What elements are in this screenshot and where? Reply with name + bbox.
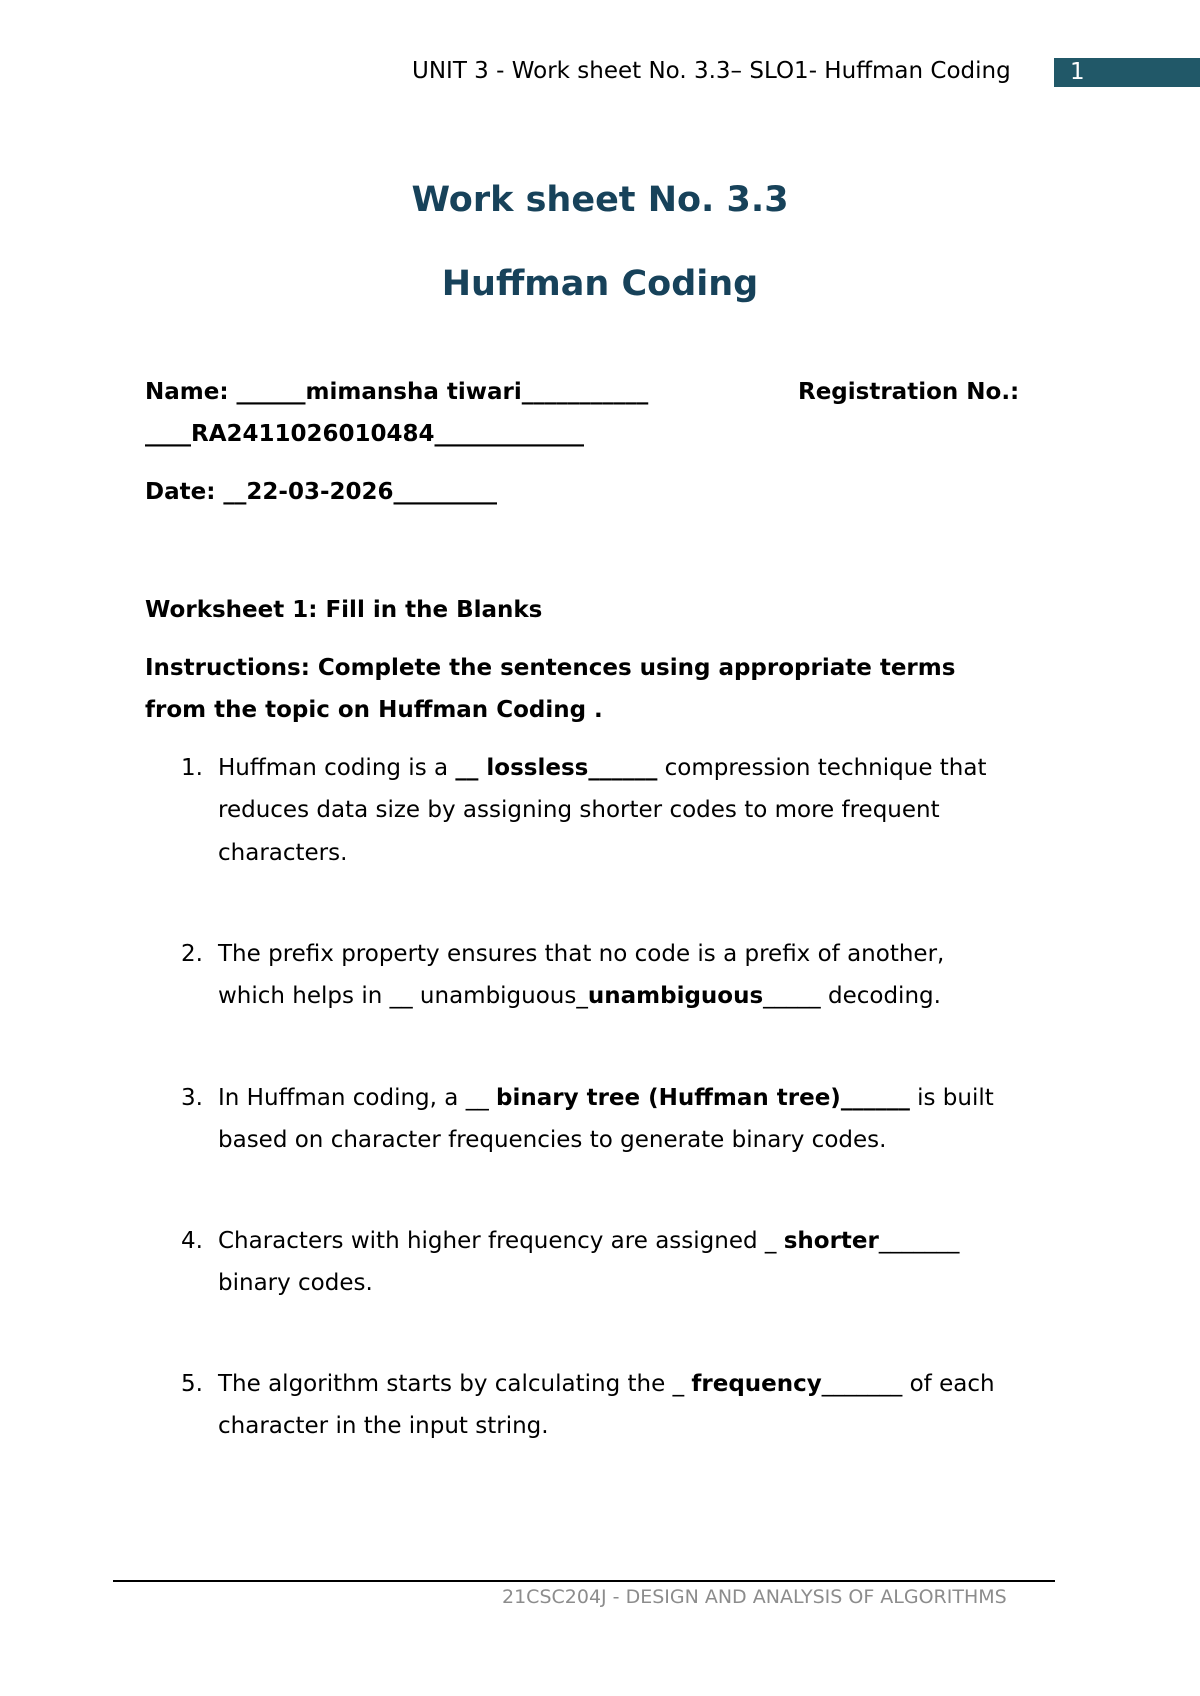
worksheet-title: Work sheet No. 3.3: [411, 180, 789, 220]
instructions-line-2: from the topic on Huffman Coding .: [145, 697, 603, 723]
item-2-number: 2.: [181, 941, 203, 967]
item-5-line-1: [218, 1371, 995, 1397]
item-1-text-after: compression technique that: [657, 755, 987, 781]
item-1-line-2: reduces data size by assigning shorter codes to more frequent: [218, 797, 940, 823]
item-2-line-1: The prefix property ensures that no code is a prefix of another,: [218, 941, 945, 967]
item-3-blank: ______: [840, 1085, 910, 1111]
item-1-text: Huffman coding is a: [218, 755, 456, 781]
item-4-line-2: binary codes.: [218, 1270, 373, 1296]
item-3-line-2: based on character frequencies to generate binary codes.: [218, 1127, 887, 1153]
worksheet-subtitle: Huffman Coding: [441, 264, 759, 304]
item-4-blank: _______: [878, 1228, 960, 1254]
registration-value: ____RA2411026010484_____________: [145, 421, 585, 447]
item-3-answer: binary tree (Huffman tree): [496, 1085, 841, 1111]
item-1-answer: __ lossless______: [455, 755, 658, 781]
date-row: [145, 479, 497, 505]
date-value: __22-03-2026_________: [215, 479, 498, 505]
item-1-number: 1.: [181, 755, 203, 781]
page-number-badge: 1: [1054, 58, 1200, 87]
item-4-line-1: [218, 1228, 959, 1254]
item-5-text-after: of each: [902, 1371, 995, 1397]
name-value: ______mimansha tiwari___________: [228, 379, 649, 405]
running-header: UNIT 3 - Work sheet No. 3.3– SLO1- Huffman Coding: [412, 58, 1011, 84]
date-label: Date:: [145, 479, 216, 505]
item-4-answer: shorter: [783, 1228, 879, 1254]
item-4-text: Characters with higher frequency are assigned _: [218, 1228, 784, 1254]
name-row: [145, 379, 648, 405]
registration-label: Registration No.:: [798, 379, 1020, 405]
item-2-text-after: decoding.: [820, 983, 941, 1009]
item-5-blank: _______: [821, 1371, 903, 1397]
item-3-text-after: is built: [909, 1085, 994, 1111]
item-5-number: 5.: [181, 1371, 203, 1397]
item-5-line-2: character in the input string.: [218, 1413, 549, 1439]
item-2-answer: unambiguous: [587, 983, 764, 1009]
item-2-text: which helps in __ unambiguous_: [218, 983, 588, 1009]
item-1-line-1: [218, 755, 986, 781]
item-3-number: 3.: [181, 1085, 203, 1111]
footer-course: 21CSC204J - DESIGN AND ANALYSIS OF ALGORITHMS: [502, 1586, 1007, 1608]
footer-divider: [113, 1580, 1055, 1582]
item-4-number: 4.: [181, 1228, 203, 1254]
instructions-line-1: Instructions: Complete the sentences using appropriate terms: [145, 655, 956, 681]
item-1-line-3: characters.: [218, 840, 348, 866]
item-5-answer: frequency: [691, 1371, 822, 1397]
item-2-blank: _____: [763, 983, 821, 1009]
worksheet-heading: Worksheet 1: Fill in the Blanks: [145, 597, 543, 623]
item-5-text: The algorithm starts by calculating the _: [218, 1371, 692, 1397]
item-3-text: In Huffman coding, a __: [218, 1085, 496, 1111]
item-3-line-1: [218, 1085, 994, 1111]
item-2-line-2: [218, 983, 941, 1009]
name-label: Name:: [145, 379, 229, 405]
